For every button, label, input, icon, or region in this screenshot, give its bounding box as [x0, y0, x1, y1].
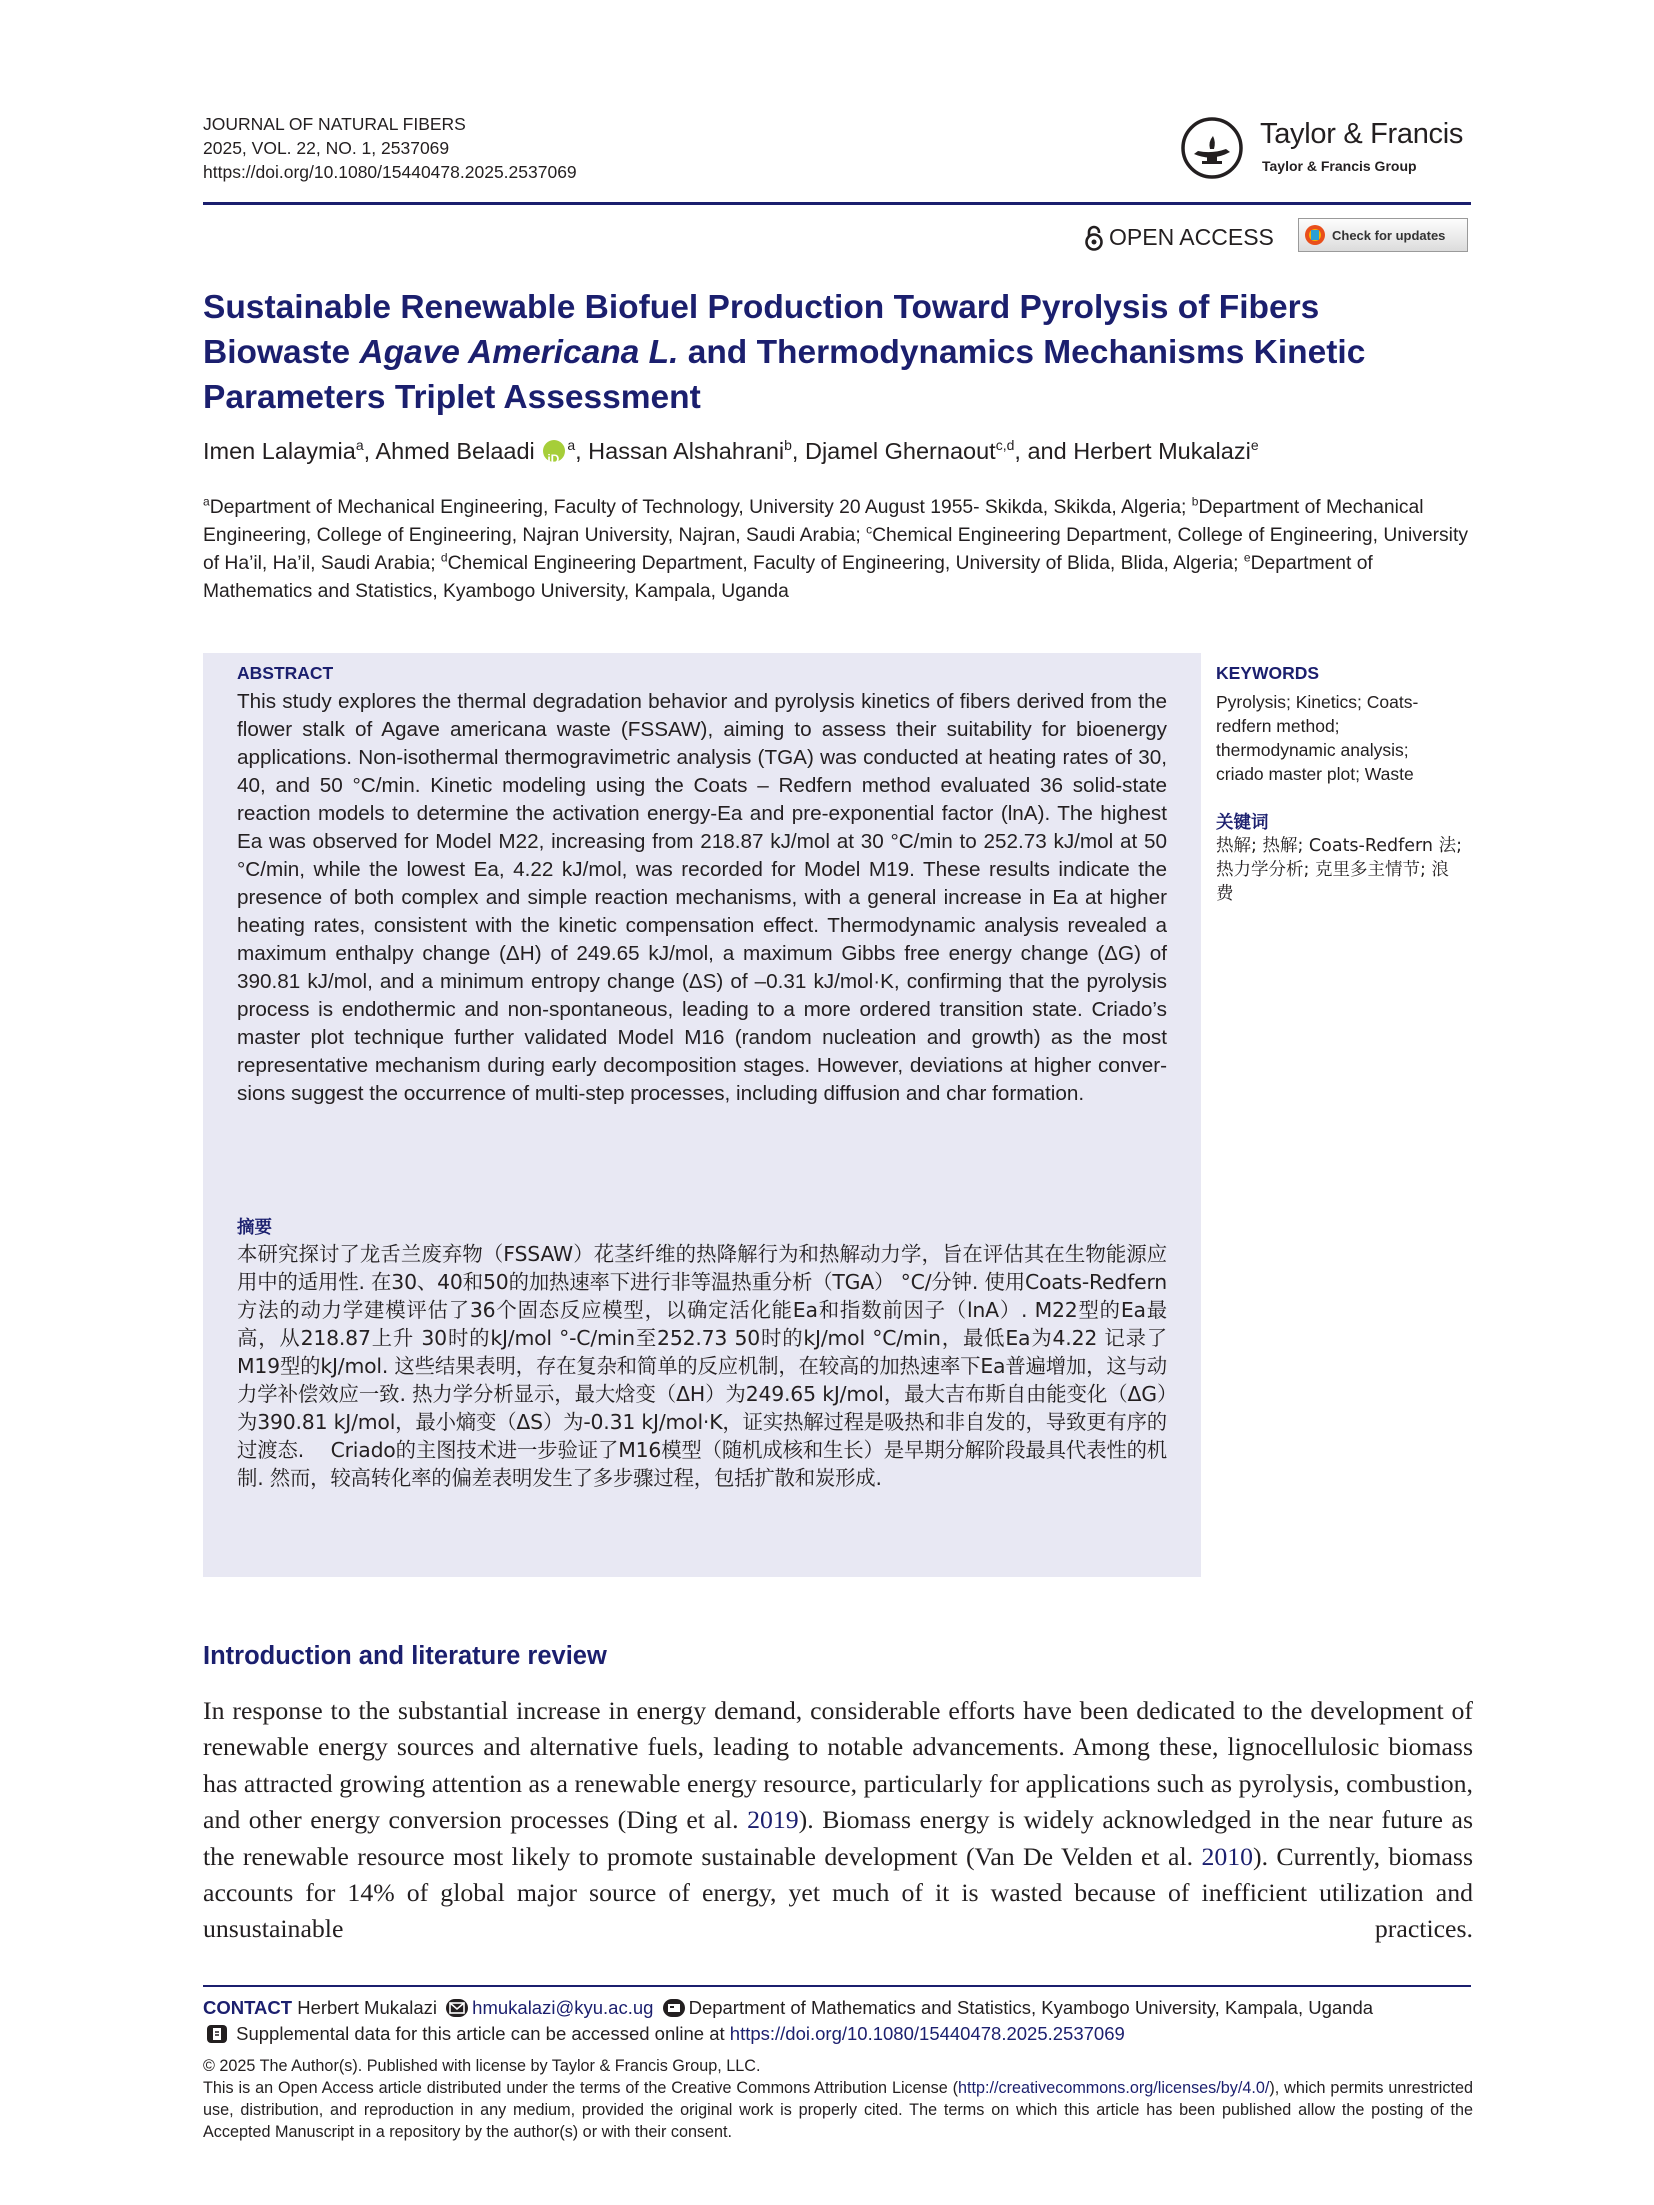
- author-name[interactable]: Ahmed Belaadi: [375, 438, 535, 464]
- paragraph-text: In response to the substantial increase in energy demand, considerable efforts have been dedicated to the development of renewable energy sources and alternative fuels, leading to notable advancements. Among these, lignocellulosic biomass has attracted growing attention as a renewable energy resource, particularly for applications such as pyrolysis, combustion, and other energy conversion processes (Ding et al.: [203, 1696, 1473, 1835]
- keywords-heading: KEYWORDS: [1216, 663, 1320, 683]
- author-separator: , and: [1014, 438, 1074, 464]
- supplemental-text: Supplemental data for this article can be accessed online at: [236, 2023, 730, 2044]
- affiliation-mark: c: [866, 522, 873, 537]
- affiliation-text: Chemical Engineering Department, Faculty of Engineering, University of Blida, Blida, Algeria;: [447, 553, 1244, 574]
- affiliation-mark: e: [1243, 550, 1251, 565]
- author-affiliation-mark: c,d: [995, 437, 1015, 454]
- contact-label: CONTACT: [203, 1997, 293, 2018]
- doi-link[interactable]: https://doi.org/10.1080/15440478.2025.2537069: [203, 162, 577, 182]
- journal-meta: [203, 112, 577, 184]
- address-icon: [663, 1999, 685, 2017]
- title-part2: and Thermodynamics Mechanisms Kinetic Parameters Triplet Assessment: [203, 334, 1366, 416]
- open-access-badge: [1085, 224, 1274, 251]
- email-icon: [446, 1999, 468, 2017]
- affiliation-mark: d: [440, 550, 448, 565]
- author-affiliation-mark: e: [1250, 437, 1259, 454]
- paragraph-text: ). Biomass energy is widely acknowledged in the near future as the renewable resource most likely to promote sustainable development (Van De Velden et al.: [203, 1805, 1473, 1871]
- section-heading: Introduction and literature review: [203, 1642, 607, 1670]
- orcid-icon[interactable]: [543, 440, 565, 462]
- affiliation-mark: a: [203, 494, 210, 509]
- supplemental-data-icon: [207, 2025, 227, 2043]
- author-separator: ,: [575, 438, 589, 464]
- license-text-part2: ), which permits unrestricted use, distribution, and reproduction in any medium, provided the original work is properly cited. The terms on which this article has been published allow the posting of the Accepted Manuscript in a repository by the author(s) or with their consent.: [203, 2079, 1473, 2141]
- abstract-heading: ABSTRACT: [237, 663, 334, 683]
- author-separator: ,: [791, 438, 805, 464]
- contact-address: Department of Mathematics and Statistics, Kyambogo University, Kampala, Uganda: [688, 1997, 1374, 2018]
- paragraph-text: ). Currently, biomass accounts for 14% of global major source of energy, yet much of it is wasted because of inefficient utilization and unsustainable practices.: [203, 1841, 1473, 1944]
- publisher-logo[interactable]: [1180, 112, 1470, 192]
- affiliation-mark: b: [1191, 494, 1199, 509]
- keywords-list: Pyrolysis; Kinetics; Coats-redfern method; thermodynamic analysis; criado master plot; Waste: [1216, 692, 1419, 784]
- title-species: Agave Americana L.: [359, 334, 679, 371]
- author-affiliation-mark: b: [784, 437, 792, 454]
- author-name[interactable]: Herbert Mukalazi: [1073, 438, 1251, 464]
- abstract-text: This study explores the thermal degradation behavior and pyrolysis kinetics of fibers derived from the flower stalk of Agave americana waste (FSSAW), aiming to assess their suitability for bioenergy applications. Non-isothermal thermogravimetric analysis (TGA) was conducted at heating rates of 30, 40, and 50 °C/min. Kinetic modeling using the Coats – Redfern method evaluated 36 solid-state reaction models to determine the activation energy-Ea and pre-exponential factor (lnA). The highest Ea was observed for Model M22, increasing from 218.87 kJ/mol at 30 °C/min to 252.73 kJ/mol at 50 °C/min, while the lowest Ea, 4.22 kJ/mol, was recorded for Model M19. These results indicate the presence of both complex and simple reaction mechanisms, with a general increase in Ea at higher heating rates, consistent with the kinetic compensation effect. Thermodynamic analysis revealed a maximum enthalpy change (ΔH) of 249.65 kJ/mol, a maximum Gibbs free energy change (ΔG) of 390.81 kJ/mol, and a minimum entropy change (ΔS) of –0.31 kJ/mol·K, confirming that the pyrolysis process is endothermic and non-spontaneous, leading to a more ordered transition state. Criado’s master plot technique further validated Model M16 (random nucleation and growth) as the most representative mechanism during early decomposition stages. However, deviations at higher conversions suggest the occurrence of multi-step processes, including diffusion and char formation.: [237, 690, 1167, 1105]
- author-name[interactable]: Djamel Ghernaout: [804, 438, 996, 464]
- footer-divider: [203, 1985, 1471, 1987]
- affiliation-text: Department of Mathematics and Statistics, Kyambogo University, Kampala, Uganda: [203, 553, 1373, 602]
- author-affiliation-mark: a: [355, 437, 364, 454]
- affiliation-text: Department of Mechanical Engineering, College of Engineering, Najran University, Najran, Saudi Arabia;: [203, 497, 1424, 546]
- check-updates-icon: [1304, 224, 1326, 246]
- title-part1: Sustainable Renewable Biofuel Production Toward Pyrolysis of Fibers Biowaste: [203, 289, 1320, 371]
- cn-abstract-heading: 摘要: [237, 1217, 272, 1237]
- citation-link[interactable]: 2019: [747, 1805, 799, 1835]
- lamp-emblem-icon: [1180, 116, 1244, 180]
- publisher-group: Taylor & Francis Group: [1262, 158, 1417, 174]
- cn-keywords-heading: 关键词: [1216, 813, 1269, 833]
- license-text-part1: This is an Open Access article distributed under the terms of the Creative Commons Attribution License (: [203, 2079, 959, 2097]
- check-updates-label: Check for updates: [1332, 227, 1446, 243]
- contact-line: [203, 1995, 1373, 2021]
- open-lock-icon: [1085, 225, 1103, 251]
- open-access-label: OPEN ACCESS: [1109, 224, 1274, 250]
- cn-keywords-list: 热解; 热解; Coats-Redfern 法; 热力学分析; 克里多主情节; 浪费: [1216, 836, 1462, 904]
- supplemental-line: [203, 2021, 1125, 2047]
- author-affiliation-mark: a: [567, 437, 576, 454]
- affiliations: [203, 494, 1478, 606]
- supplemental-link[interactable]: https://doi.org/10.1080/15440478.2025.2537069: [729, 2023, 1125, 2044]
- author-name[interactable]: Imen Lalaymia: [203, 438, 356, 464]
- cn-abstract-text: 本研究探讨了龙舌兰废弃物（FSSAW）花茎纤维的热降解行为和热解动力学，旨在评估其在生物能源应用中的适用性. 在30、40和50的加热速率下进行非等温热重分析（TGA） °C/分钟. 使用Coats-Redfern方法的动力学建模评估了36个固态反应模型，以确定活化能Ea和指数前因子（lnA）. M22型的Ea最高，从218.87上升 30时的kJ/mol °-C/min至252.73 50时的kJ/mol °C/min，最低Ea为4.22 记录了M19型的kJ/mol. 这些结果表明，存在复杂和简单的反应机制，在较高的加热速率下Ea普遍增加，这与动力学补偿效应一致. 热力学分析显示，最大焓变（ΔH）为249.65 kJ/mol，最大吉布斯自由能变化（ΔG）为390.81 kJ/mol，最小熵变（ΔS）为-0.31 kJ/mol·K，证实热解过程是吸热和非自发的，导致更有序的过渡态. Criado的主图技术进一步验证了M16模型（随机成核和生长）是早期分解阶段最具代表性的机制. 然而，较高转化率的偏差表明发生了多步骤过程，包括扩散和炭形成.: [237, 1242, 1167, 1490]
- contact-name: Herbert Mukalazi: [297, 1997, 438, 2018]
- contact-email-link[interactable]: hmukalazi@kyu.ac.ug: [472, 1997, 654, 2018]
- license-text: [203, 2077, 1473, 2143]
- header-divider: [203, 202, 1471, 205]
- body-paragraph: [203, 1693, 1473, 1948]
- affiliation-text: Chemical Engineering Department, College of Engineering, University of Ha’il, Ha’il, Saudi Arabia;: [203, 525, 1468, 574]
- article-title: [203, 285, 1473, 420]
- citation-link[interactable]: 2010: [1201, 1841, 1254, 1871]
- author-name[interactable]: Hassan Alshahrani: [588, 438, 785, 464]
- journal-name: JOURNAL OF NATURAL FIBERS: [203, 114, 466, 134]
- author-separator: ,: [363, 438, 376, 464]
- author-list: [203, 435, 1473, 467]
- copyright-line: © 2025 The Author(s). Published with license by Taylor & Francis Group, LLC.: [203, 2057, 761, 2075]
- volume-line: 2025, VOL. 22, NO. 1, 2537069: [203, 138, 450, 158]
- publisher-name: Taylor & Francis: [1260, 118, 1464, 150]
- affiliation-text: Department of Mechanical Engineering, Faculty of Technology, University 20 August 1955- Skikda, Skikda, Algeria;: [209, 497, 1192, 518]
- license-url-link[interactable]: http://creativecommons.org/licenses/by/4.0/: [958, 2079, 1270, 2097]
- check-for-updates-button[interactable]: [1298, 218, 1468, 252]
